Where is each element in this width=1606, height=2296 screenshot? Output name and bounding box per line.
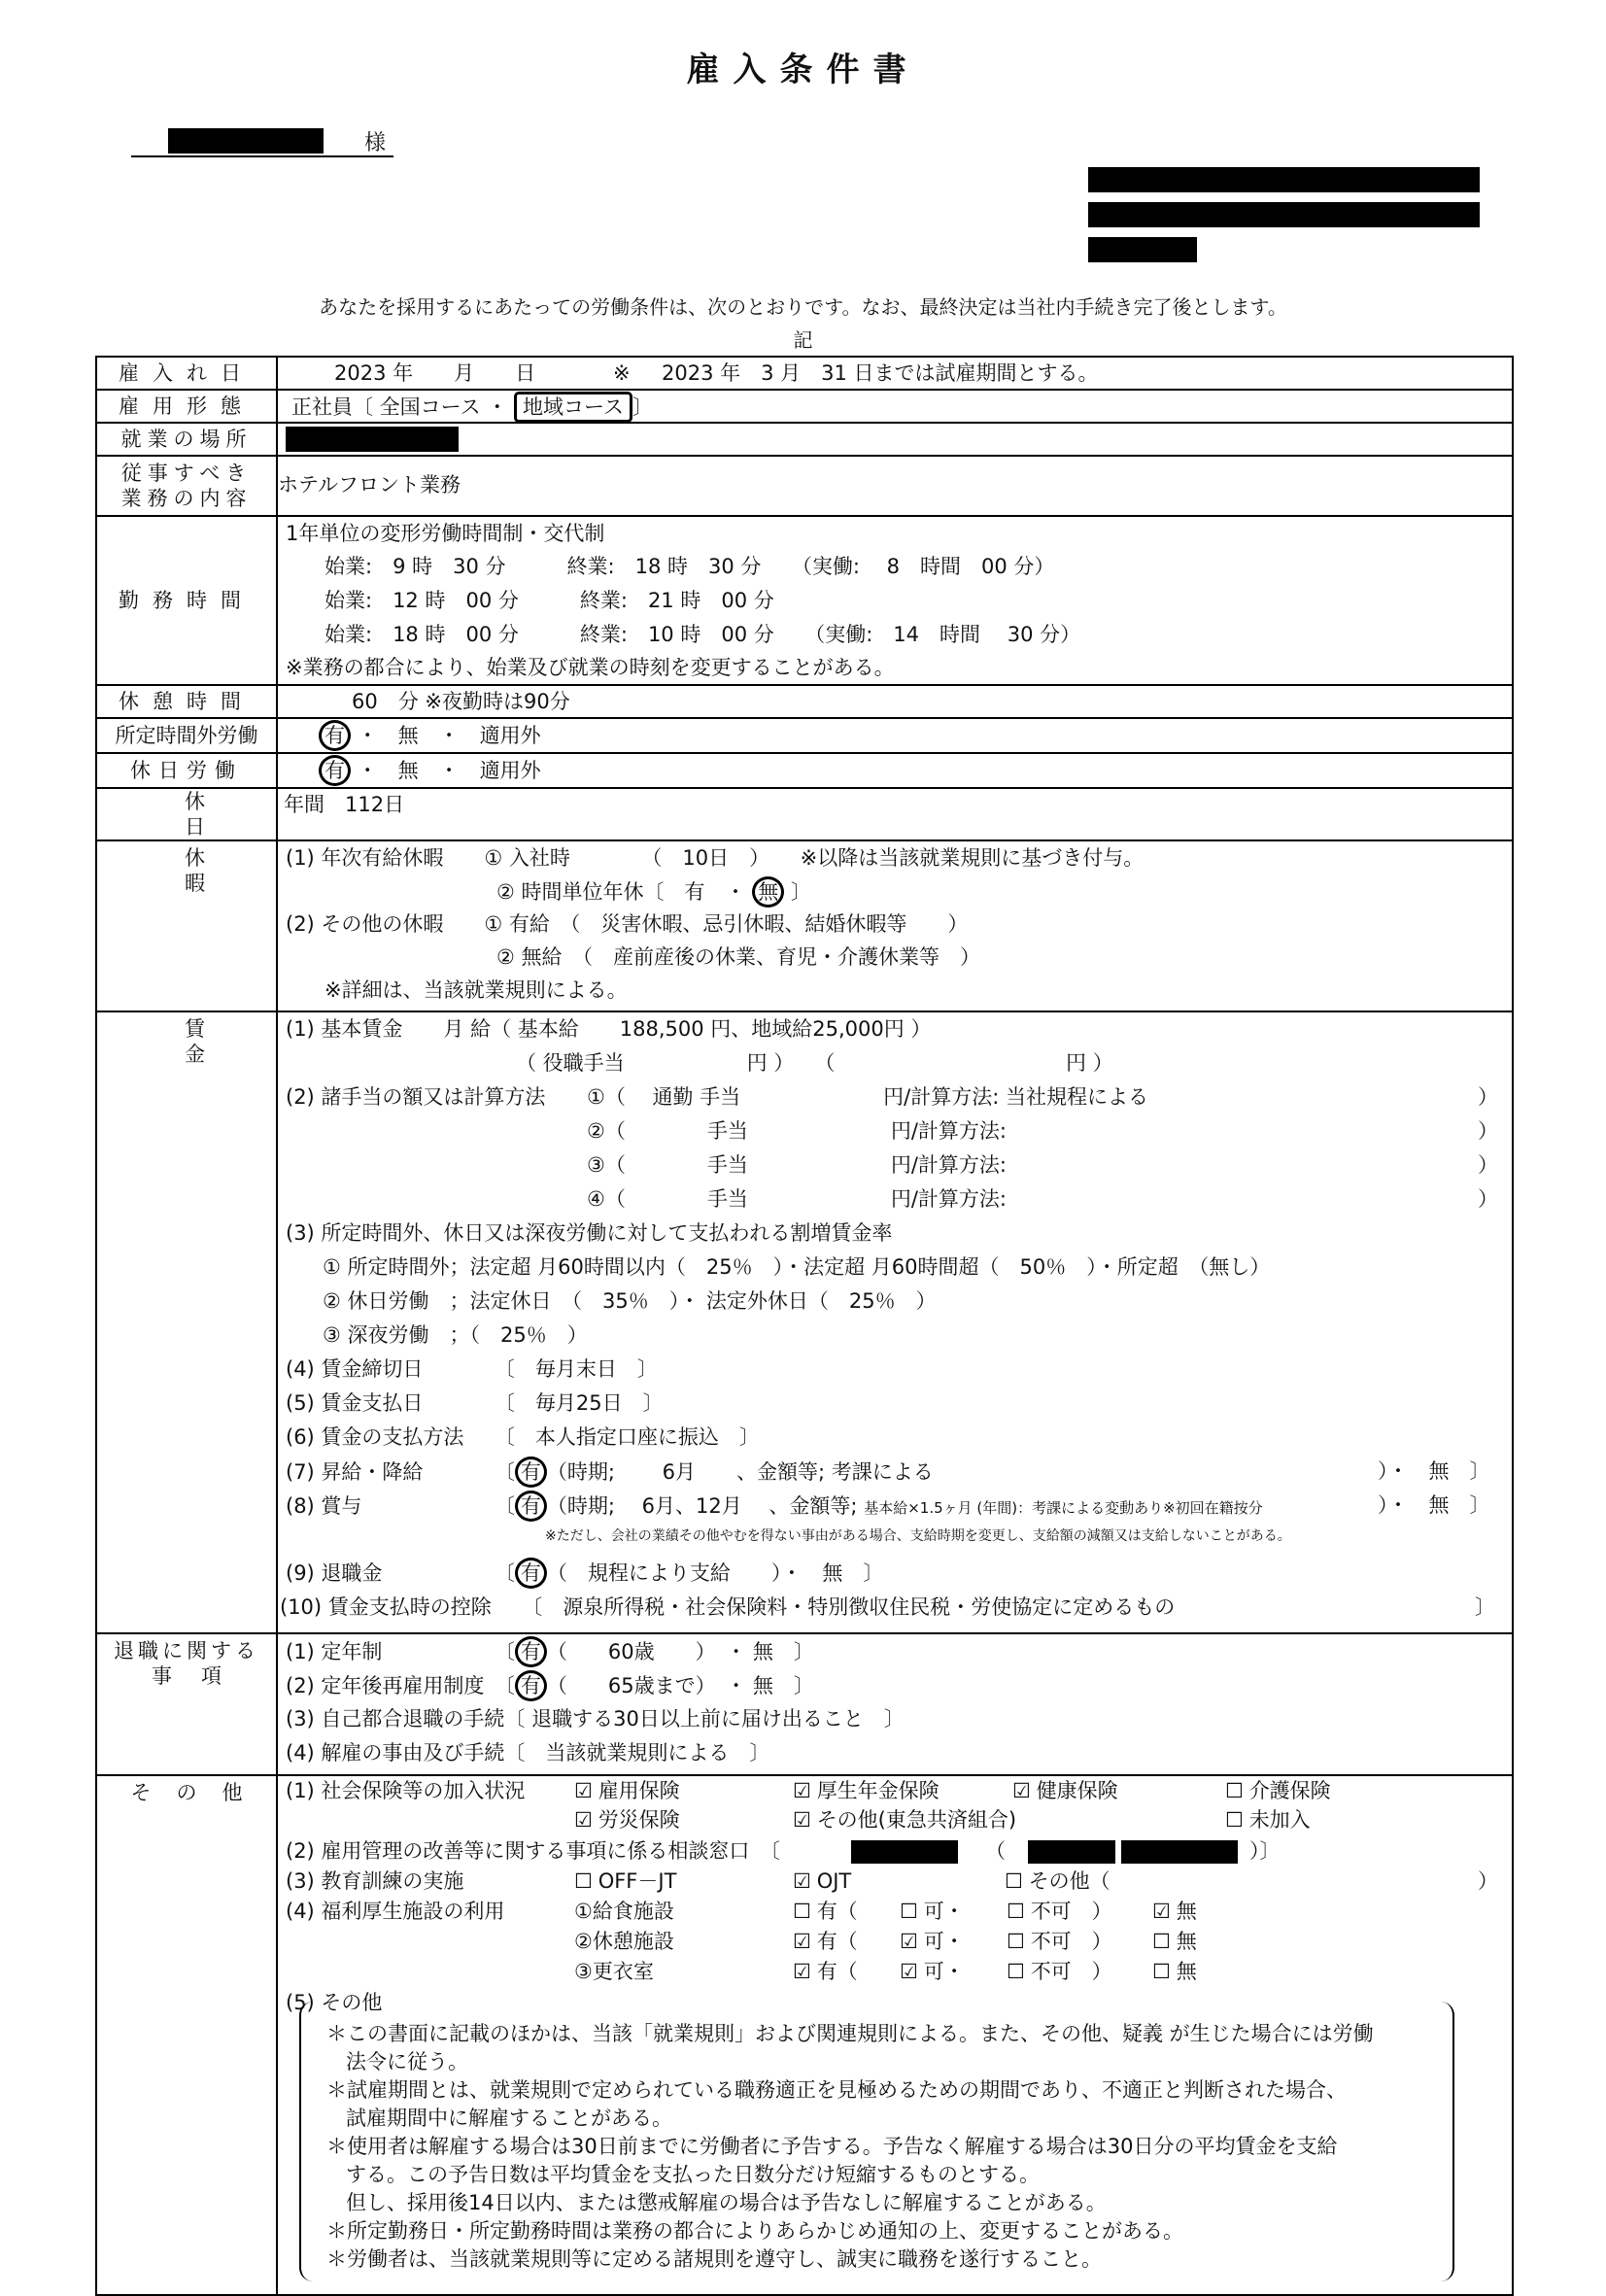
wage-bonus	[286, 1491, 1263, 1523]
wage-raise-detail: （時期; 6月 、金額等; 考課による	[546, 1460, 934, 1484]
note-3c: 但し、採用後14日以内、または懲戒解雇の場合は予告なしに解雇することがある。	[346, 2191, 1107, 2214]
facility-1-label: ①給食施設	[574, 1900, 674, 1923]
leave-annual: (1) 年次有給休暇 ① 入社時 （ 10日 ） ※以降は当該就業規則に基づき付与。	[286, 846, 1145, 870]
hours-shift-3: 始業: 18 時 00 分 終業: 10 時 00 分 （実働: 14 時間 30 分）	[325, 623, 1081, 646]
wage-payday: (5) 賃金支払日 〔 毎月25日 〕	[286, 1391, 664, 1415]
facility-3-label: ③更衣室	[574, 1960, 654, 1983]
consult-window: (2) 雇用管理の改善等に関する事項に係る相談窓口 〔	[286, 1839, 780, 1863]
insurance-pension-checkbox[interactable]: ☑	[793, 1779, 811, 1802]
label-retirement-line-2: 事項	[152, 1664, 251, 1688]
facility-3-yes	[793, 1957, 858, 1986]
hours-shift-1: 始業: 9 時 30 分 終業: 18 時 30 分 （実働: 8 時間 00 分）	[325, 555, 1055, 578]
facility-1-none-checkbox[interactable]: ☑	[1152, 1900, 1171, 1923]
wage-bonus-yes-circled: 有	[515, 1491, 547, 1522]
insurance-care	[1225, 1776, 1331, 1805]
facility-1-ng-checkbox[interactable]: ☐	[1007, 1900, 1025, 1923]
wage-premium-holiday: ② 休日労働 ；法定休日 （ 35％ ）・ 法定外休日（ 25％ ）	[323, 1289, 937, 1313]
leave-hourly	[496, 876, 811, 908]
redacted-consult-name-2	[1121, 1840, 1238, 1864]
insurance-other	[793, 1805, 1016, 1834]
facility-2-ng	[1007, 1927, 1112, 1956]
holiday-work-yes-circled: 有	[319, 755, 351, 786]
holiday-work-value	[319, 755, 541, 786]
retire-reemployment-prefix: (2) 定年後再雇用制度 〔	[286, 1674, 515, 1697]
facility-2-ng-label: 不可 ）	[1030, 1930, 1112, 1953]
insurance-employment-checkbox[interactable]: ☑	[574, 1779, 593, 1802]
insurance-health	[1012, 1776, 1118, 1805]
employment-type-suffix: 〕	[632, 395, 653, 419]
training-offjt-checkbox[interactable]: ☐	[574, 1869, 593, 1893]
document-title: 雇入条件書	[686, 51, 920, 89]
label-holiday-work	[96, 753, 277, 788]
facility-3-yes-checkbox[interactable]: ☑	[793, 1960, 811, 1983]
retire-mandatory-detail: （ 60歳 ） ・ 無 〕	[546, 1640, 814, 1663]
retire-mandatory-yes-circled: 有	[515, 1636, 547, 1667]
insurance-care-checkbox[interactable]: ☐	[1225, 1779, 1244, 1802]
insurance-pension	[793, 1776, 940, 1805]
training-heading: (3) 教育訓練の実施	[286, 1869, 464, 1893]
intro-text: あなたを採用するにあたっての労働条件は、次のとおりです。なお、最終決定は当社内手続き完了後とします。	[319, 295, 1287, 319]
note-1b: 法令に従う。	[346, 2050, 468, 2073]
hours-shift-2: 始業: 12 時 00 分 終業: 21 時 00 分	[325, 589, 774, 612]
label-holidays-text: 休日	[185, 790, 292, 839]
facility-3-ok-checkbox[interactable]: ☑	[900, 1960, 918, 1983]
facility-3-ng-checkbox[interactable]: ☐	[1007, 1960, 1025, 1983]
label-duties-line-1: 従事すべき	[120, 462, 253, 485]
facility-3-ok-label: 可・	[923, 1960, 965, 1983]
facility-1-yes-label: 有（	[816, 1900, 858, 1923]
hire-note-mark: ※	[613, 361, 631, 385]
note-4: ＊所定勤務日・所定勤務時間は業務の都合によりあらかじめ通知の上、変更することがある。	[326, 2219, 1183, 2243]
wage-deduction: (10) 賃金支払時の控除 〔 源泉所得税・社会保険料・特別徴収住民税・労使協定に定めるもの	[280, 1595, 1176, 1619]
training-ojt-label: OJT	[816, 1869, 852, 1893]
facility-3-ng-label: 不可 ）	[1030, 1960, 1112, 1983]
insurance-heading: (1) 社会保険等の加入状況	[286, 1779, 526, 1802]
label-workplace	[96, 423, 277, 456]
redacted-employer-line-1	[1088, 167, 1480, 192]
wage-allowance-2: ②（ 手当 円/計算方法:	[587, 1119, 1007, 1143]
retire-dismissal: (4) 解雇の事由及び手続〔 当該就業規則による 〕	[286, 1741, 770, 1765]
insurance-care-label: 介護保険	[1248, 1779, 1331, 1802]
label-working-hours-text: 勤務時間	[119, 589, 255, 612]
redacted-employer-line-2	[1088, 202, 1480, 227]
wage-severance-detail: （ 規程により支給 ）・ 無 〕	[546, 1561, 884, 1585]
facility-1-ok-checkbox[interactable]: ☐	[900, 1900, 918, 1923]
redacted-consult-name-1	[1028, 1840, 1115, 1864]
training-other-end: ）	[1478, 1869, 1498, 1893]
leave-other-paid: (2) その他の休暇 ① 有給 （ 災害休暇、忌引休暇、結婚休暇等 ）	[286, 912, 969, 936]
wage-bonus-note: ※ただし、会社の業績その他やむを得ない事由がある場合、支給時期を変更し、支給額の減額又は支給しないことがある。	[545, 1528, 1291, 1544]
label-break-text: 休憩時間	[119, 690, 255, 713]
wage-severance-yes-circled: 有	[515, 1558, 547, 1589]
wage-bonus-prefix: (8) 賞与 〔	[286, 1494, 515, 1518]
label-other	[96, 1775, 277, 2295]
insurance-health-label: 健康保険	[1036, 1779, 1118, 1802]
facility-2-ok-checkbox[interactable]: ☑	[900, 1930, 918, 1953]
wage-position-allowance: （ 役職手当 円 ） （ 円 ）	[516, 1051, 1113, 1075]
wage-raise-end: ）・ 無 〕	[1378, 1459, 1490, 1483]
label-break	[96, 685, 277, 718]
insurance-other-checkbox[interactable]: ☑	[793, 1808, 811, 1832]
label-retirement-line-1: 退職に関する	[114, 1639, 259, 1662]
facility-3-none-label: 無	[1176, 1960, 1197, 1983]
retire-reemployment	[286, 1670, 814, 1701]
redacted-workplace	[286, 427, 459, 452]
facility-2-ok	[900, 1927, 965, 1956]
consult-end: ）〕	[1249, 1839, 1281, 1863]
wage-severance-prefix: (9) 退職金 〔	[286, 1561, 515, 1585]
note-3b: する。この予告日数は平均賃金を支払った日数分だけ短縮するものとする。	[346, 2163, 1040, 2186]
wage-base-salary: (1) 基本賃金 月 給（ 基本給 188,500 円、地域給25,000円 ）	[286, 1017, 932, 1041]
facility-1-ok-label: 可・	[923, 1900, 965, 1923]
wage-payment-method: (6) 賃金の支払方法 〔 本人指定口座に振込 〕	[286, 1425, 760, 1449]
note-2b: 試雇期間中に解雇することがある。	[346, 2107, 672, 2130]
retire-voluntary-procedure: (3) 自己都合退職の手続〔 退職する30日以上前に届け出ること 〕	[286, 1707, 905, 1731]
label-duties-line-2: 業務の内容	[120, 487, 253, 510]
facility-3-none	[1152, 1957, 1197, 1986]
misc-heading: (5) その他	[286, 1991, 383, 2014]
hours-system: 1年単位の変形労働時間制・交代制	[286, 522, 605, 545]
retire-reemployment-yes-circled: 有	[515, 1670, 547, 1701]
wage-raise	[286, 1456, 934, 1488]
employment-type-value	[291, 392, 653, 423]
label-overtime-text: 所定時間外労働	[115, 724, 258, 747]
facility-2-yes	[793, 1927, 858, 1956]
training-other-label: その他（	[1028, 1869, 1111, 1893]
wage-allowance-4: ④（ 手当 円/計算方法:	[587, 1187, 1007, 1211]
ki-mark: 記	[793, 328, 813, 352]
facility-2-none-checkbox[interactable]: ☐	[1152, 1930, 1171, 1953]
overtime-other-options: ・ 無 ・ 適用外	[357, 724, 541, 747]
facility-3-yes-label: 有（	[816, 1960, 858, 1983]
trial-period-text: 2023 年 3 月 31 日までは試雇期間とする。	[662, 361, 1099, 385]
label-employment-type	[96, 390, 277, 423]
consult-mid: （	[985, 1839, 1006, 1863]
redacted-consult-dept	[851, 1840, 958, 1864]
facility-1-ng-label: 不可 ）	[1030, 1900, 1112, 1923]
retire-mandatory-prefix: (1) 定年制 〔	[286, 1640, 515, 1663]
hire-date-value: 2023 年 月 日	[334, 361, 536, 385]
wage-allowance-1: ①（ 通勤 手当 円/計算方法: 当社規程による	[587, 1085, 1149, 1109]
wage-premium-overtime: ① 所定時間外；法定超 月60時間以内（ 25％ ）・法定超 月60時間超（ 50％ ）・所定超 （無し）	[323, 1255, 1271, 1279]
note-5: ＊労働者は、当該就業規則等に定める諸規則を遵守し、誠実に職務を遂行すること。	[326, 2247, 1102, 2271]
facility-3-ng	[1007, 1957, 1112, 1986]
label-hire-date	[96, 357, 277, 390]
duties-value: ホテルフロント業務	[278, 473, 461, 497]
note-2a: ＊試雇期間とは、就業規則で定められている職務適正を見極めるための期間であり、不適正と判断された場合、	[326, 2078, 1347, 2102]
holidays-value: 年間 112日	[284, 793, 405, 816]
label-leave-text: 休暇	[185, 846, 292, 895]
redacted-addressee-name	[168, 128, 324, 154]
label-working-hours	[96, 516, 277, 685]
redacted-employer-line-3	[1088, 237, 1197, 262]
insurance-none-label: 未加入	[1248, 1808, 1311, 1832]
label-wages-text: 賃金	[185, 1017, 292, 1066]
insurance-health-checkbox[interactable]: ☑	[1012, 1779, 1031, 1802]
insurance-employment	[574, 1776, 680, 1805]
facility-2-ng-checkbox[interactable]: ☐	[1007, 1930, 1025, 1953]
facility-2-ok-label: 可・	[923, 1930, 965, 1953]
insurance-none-checkbox[interactable]: ☐	[1225, 1808, 1244, 1832]
training-ojt-checkbox[interactable]: ☑	[793, 1869, 811, 1893]
conditions-table	[95, 356, 1514, 2296]
facility-1-none-label: 無	[1176, 1900, 1197, 1923]
wage-allowance-4-close: ）	[1478, 1187, 1498, 1211]
wage-allowance-2-close: ）	[1478, 1119, 1498, 1143]
training-offjt-label: OFF－JT	[598, 1869, 677, 1893]
note-3a: ＊使用者は解雇する場合は30日前までに労働者に予告する。予告なく解雇する場合は30日分の平均賃金を支給	[326, 2135, 1338, 2158]
insurance-accident-checkbox[interactable]: ☑	[574, 1808, 593, 1832]
wage-bonus-detail: 基本給×1.5ヶ月 (年間)：考課による変動あり※初回在籍按分	[864, 1499, 1263, 1517]
leave-hourly-suffix: 〕	[790, 880, 811, 904]
facility-2-yes-checkbox[interactable]: ☑	[793, 1930, 811, 1953]
label-leave	[96, 840, 292, 1011]
facility-2-yes-label: 有（	[816, 1930, 858, 1953]
retire-reemployment-detail: （ 65歳まで） ・ 無 〕	[546, 1674, 814, 1697]
label-workplace-text: 就業の場所	[120, 428, 253, 451]
label-other-text: その他	[130, 1781, 268, 1804]
label-holiday-work-text: 休日労働	[130, 759, 243, 782]
facility-1-yes	[793, 1897, 858, 1926]
facility-1-yes-checkbox[interactable]: ☐	[793, 1900, 811, 1923]
holiday-work-other-options: ・ 無 ・ 適用外	[357, 759, 541, 782]
retire-mandatory-age	[286, 1636, 814, 1667]
insurance-pension-label: 厚生年金保険	[816, 1779, 940, 1802]
insurance-accident	[574, 1805, 680, 1834]
facility-3-ok	[900, 1957, 965, 1986]
employment-type-prefix: 正社員〔 全国コース ・	[291, 395, 508, 419]
wage-bonus-end: ）・ 無 〕	[1378, 1493, 1490, 1517]
wage-allowances-heading: (2) 諸手当の額又は計算方法	[286, 1085, 546, 1109]
break-value: 60 分 ※夜勤時は90分	[352, 690, 570, 713]
leave-other-unpaid: ② 無給 （ 産前産後の休業、育児・介護休業等 ）	[496, 945, 980, 969]
facility-1-none	[1152, 1897, 1197, 1926]
wage-severance	[286, 1558, 883, 1589]
wage-allowance-3-close: ）	[1478, 1153, 1498, 1177]
facility-3-none-checkbox[interactable]: ☐	[1152, 1960, 1171, 1983]
hours-note: ※業務の都合により、始業及び就業の時刻を変更することがある。	[286, 656, 895, 679]
facility-2-none	[1152, 1927, 1197, 1956]
overtime-value	[319, 720, 541, 751]
insurance-accident-label: 労災保険	[598, 1808, 680, 1832]
leave-hourly-no-circled: 無	[752, 876, 784, 908]
label-overtime	[96, 718, 277, 753]
wage-raise-yes-circled: 有	[515, 1456, 547, 1488]
note-1a: ＊この書面に記載のほかは、当該「就業規則」および関連規則による。また、その他、疑義 が生じた場合には労働	[326, 2022, 1374, 2045]
addressee-suffix: 様	[364, 131, 387, 155]
insurance-employment-label: 雇用保険	[598, 1779, 680, 1802]
welfare-heading: (4) 福利厚生施設の利用	[286, 1900, 505, 1923]
training-ojt	[793, 1867, 851, 1896]
training-other	[1005, 1867, 1111, 1896]
training-offjt	[574, 1867, 676, 1896]
wage-deduction-end: 〕	[1475, 1595, 1495, 1619]
leave-note: ※詳細は、当該就業規則による。	[325, 978, 628, 1002]
label-duties	[96, 456, 277, 516]
facility-2-label: ②休憩施設	[574, 1930, 674, 1953]
label-wages	[96, 1011, 292, 1633]
overtime-yes-circled: 有	[319, 720, 351, 751]
employment-course-selected: 地域コース	[514, 392, 632, 423]
wage-premium-heading: (3) 所定時間外、休日又は深夜労働に対して支払われる割増賃金率	[286, 1221, 893, 1245]
wage-allowance-1-close: ）	[1478, 1085, 1498, 1109]
insurance-other-label: その他(東急共済組合)	[816, 1808, 1017, 1832]
insurance-none	[1225, 1805, 1311, 1834]
wage-closing-date: (4) 賃金締切日 〔 毎月末日 〕	[286, 1357, 658, 1381]
facility-1-ng	[1007, 1897, 1112, 1926]
label-retirement	[96, 1633, 277, 1775]
label-hire-date-text: 雇入れ日	[119, 361, 255, 385]
leave-hourly-prefix: ② 時間単位年休〔 有 ・	[496, 880, 746, 904]
facility-1-ok	[900, 1897, 965, 1926]
label-holidays	[96, 788, 292, 840]
wage-raise-prefix: (7) 昇給・降給 〔	[286, 1460, 515, 1484]
label-employment-type-text: 雇用形態	[119, 394, 255, 418]
addressee-line	[131, 122, 393, 157]
wage-bonus-timing: （時期; 6月、12月 、金額等;	[546, 1494, 858, 1518]
facility-2-none-label: 無	[1176, 1930, 1197, 1953]
wage-premium-night: ③ 深夜労働 ；（ 25％ ）	[323, 1323, 588, 1347]
training-other-checkbox[interactable]: ☐	[1005, 1869, 1023, 1893]
wage-allowance-3: ③（ 手当 円/計算方法:	[587, 1153, 1007, 1177]
